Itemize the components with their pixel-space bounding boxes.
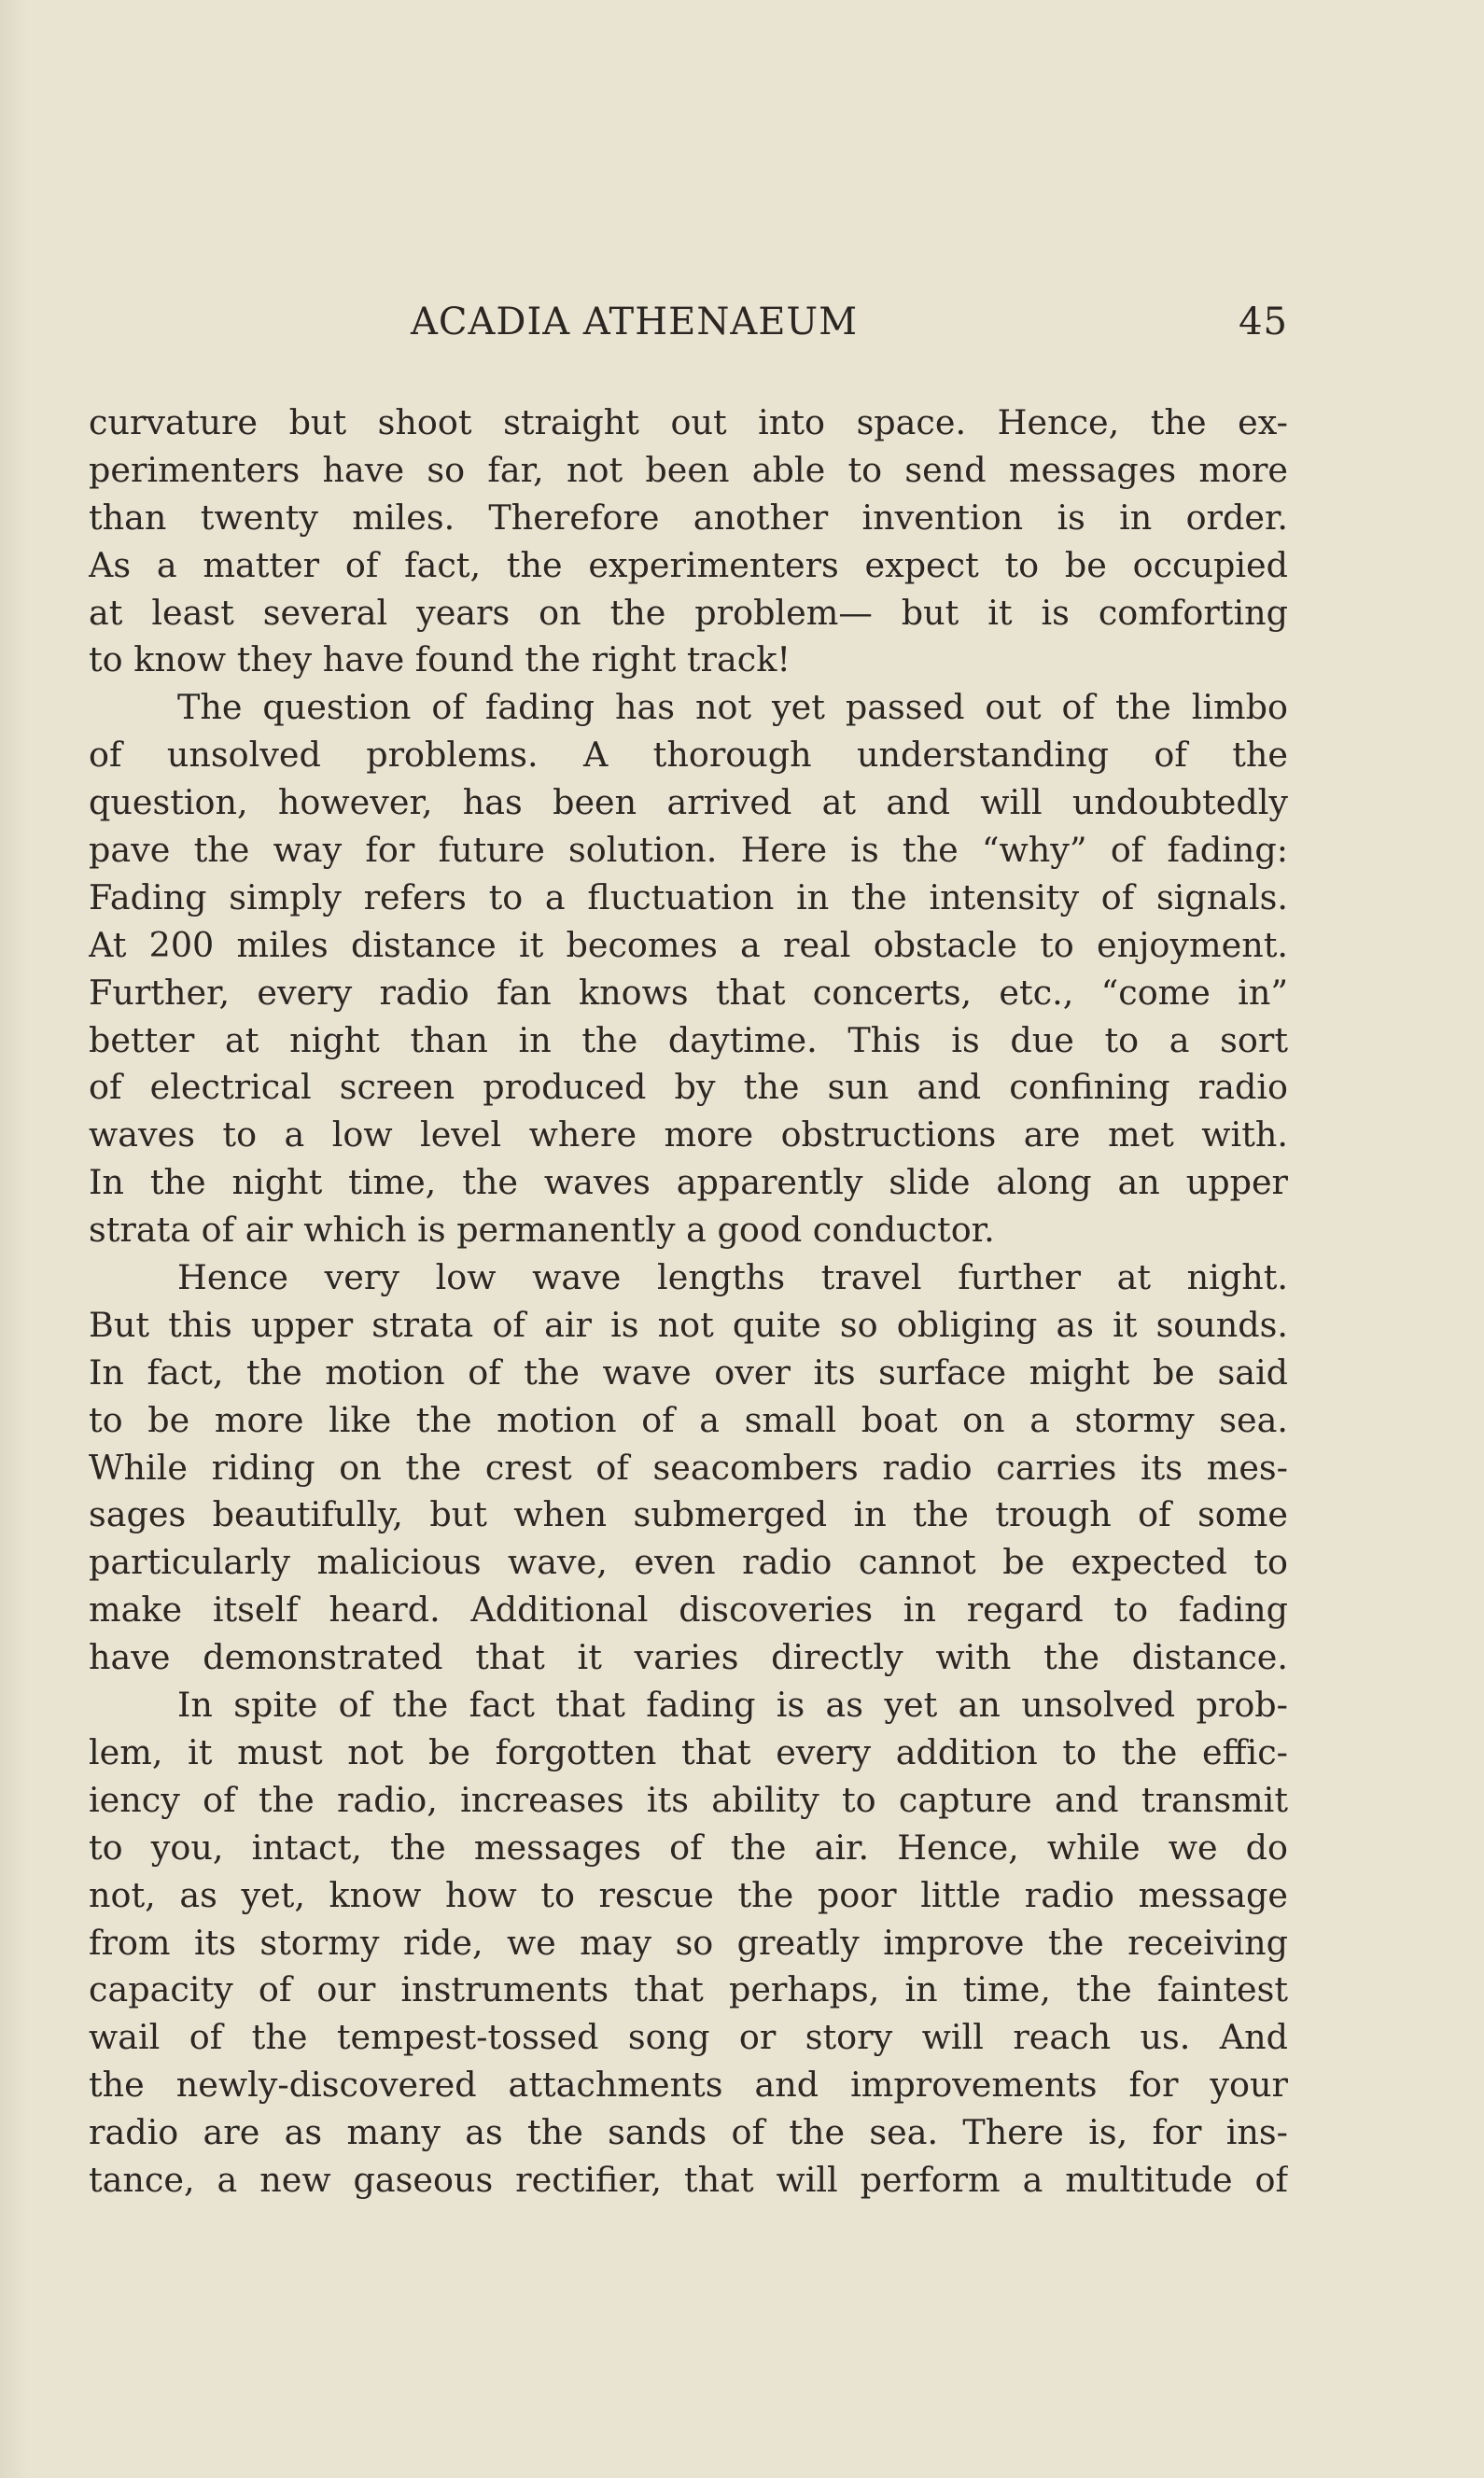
running-head [89,301,1288,347]
text-line: sages beautifully, but when submerged in the trough of some [89,1494,1288,1535]
text-line: pave the way for future solution. Here is the “why” of fading: [89,830,1288,871]
text-line: radio are as many as the sands of the sea. There is, for ins- [89,2112,1288,2153]
text-line: to you, intact, the messages of the air. Hence, while we do [89,1827,1288,1868]
text-line: At 200 miles distance it becomes a real obstacle to enjoyment. [89,924,1288,965]
text-line: of unsolved problems. A thorough understanding of the [89,735,1288,776]
text-line: the newly-discovered attachments and improvements for your [89,2065,1288,2106]
text-line: As a matter of fact, the experimenters expect to be occupied [89,544,1288,585]
text-line: perimenters have so far, not been able to send messages more [89,449,1288,490]
text-line: But this upper strata of air is not quite so obliging as it sounds. [89,1304,1288,1345]
text-line: In spite of the fact that fading is as yet an unsolved prob- [177,1685,1288,1726]
text-line: While riding on the crest of seacombers radio carries its mes- [89,1447,1288,1488]
text-line: capacity of our instruments that perhaps, in time, the faintest [89,1969,1288,2010]
text-line: question, however, has been arrived at and will undoubtedly [89,782,1288,823]
text-line: have demonstrated that it varies directly with the distance. [89,1637,1288,1678]
text-line: Further, every radio fan knows that concerts, etc., “come in” [89,972,1288,1013]
text-line: than twenty miles. Therefore another invention is in order. [89,497,1288,538]
text-line: lem, it must not be forgotten that every addition to the effic- [89,1731,1288,1772]
text-line: particularly malicious wave, even radio cannot be expected to [89,1542,1288,1583]
text-line: In the night time, the waves apparently slide along an upper [89,1162,1288,1203]
text-line: waves to a low level where more obstructions are met with. [89,1114,1288,1155]
text-line: curvature but shoot straight out into space. Hence, the ex- [89,402,1288,442]
text-line: of electrical screen produced by the sun and confining radio [89,1067,1288,1108]
text-line: strata of air which is permanently a good conductor. [89,1210,995,1251]
text-line: not, as yet, know how to rescue the poor little radio message [89,1874,1288,1915]
text-line: at least several years on the problem— but it is comforting [89,592,1288,633]
text-line: wail of the tempest-tossed song or story will reach us. And [89,2017,1288,2058]
text-line: from its stormy ride, we may so greatly improve the receiving [89,1922,1288,1963]
text-line: to know they have found the right track! [89,639,791,680]
text-line: to be more like the motion of a small boat on a stormy sea. [89,1399,1288,1440]
text-line: The question of fading has not yet passed out of the limbo [177,687,1288,728]
text-line: tance, a new gaseous rectifier, that will perform a multitude of [89,2159,1288,2200]
body-text [89,399,1288,2205]
text-line: iency of the radio, increases its ability to capture and transmit [89,1779,1288,1820]
text-line: better at night than in the daytime. This is due to a sort [89,1019,1288,1060]
running-title: ACADIA ATHENAEUM [411,301,859,343]
text-line: In fact, the motion of the wave over its surface might be said [89,1351,1288,1393]
text-line: Hence very low wave lengths travel further at night. [177,1257,1288,1298]
text-line: Fading simply refers to a fluctuation in the intensity of signals. [89,876,1288,917]
page-number: 45 [1239,301,1288,343]
text-line: make itself heard. Additional discoveries in regard to fading [89,1589,1288,1631]
